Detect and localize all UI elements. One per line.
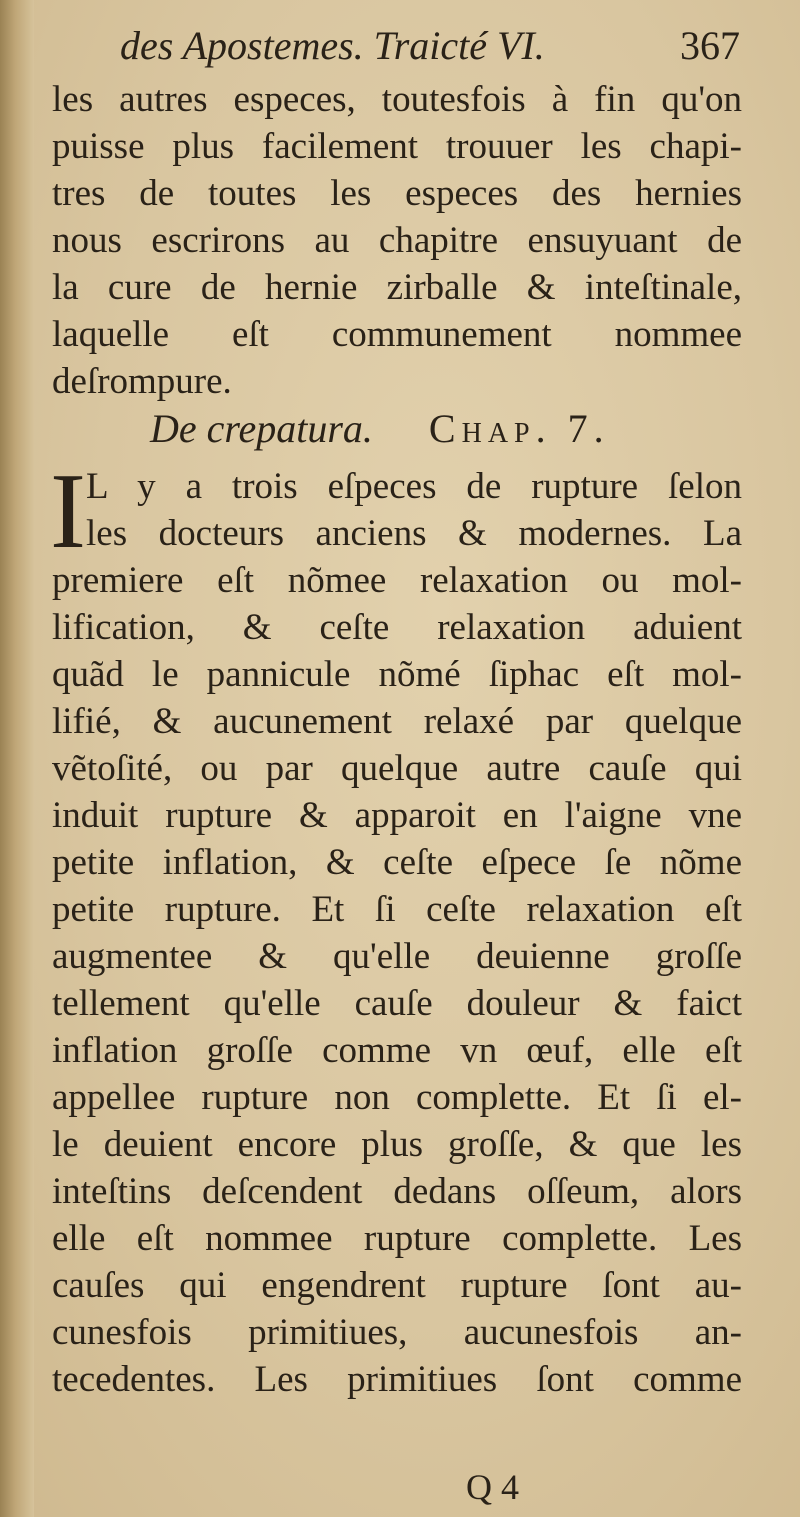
paragraph-1 [52,76,742,405]
page-number: 367 [680,23,740,68]
chapter-title: De crepatura. [150,406,373,451]
text-line: puisse plus facilement trouuer les chapi- [52,126,742,167]
text-line: petite rupture. Et ſi ceſte relaxation eſt [52,889,742,930]
text-line: cunesfois primitiues, aucunesfois an- [52,1312,742,1353]
text-line: elle eſt nommee rupture complette. Les [52,1218,742,1259]
text-line: laquelle eſt communement nommee [52,314,742,355]
chapter-heading [150,405,750,457]
text-line: deſrompure. [52,361,232,402]
text-line: tellement qu'elle cauſe douleur & faict [52,983,742,1024]
chapter-label: Chap. 7. [428,406,610,451]
drop-cap: I [50,452,86,571]
text-line: tres de toutes les especes des hernies [52,173,742,214]
text-line: petite inflation, & ceſte eſpece ſe nõme [52,842,742,883]
text-line: le deuient encore plus groſſe, & que les [52,1124,742,1165]
text-line: appellee rupture non complette. Et ſi el- [52,1077,742,1118]
text-line: les autres especes, toutesfois à fin qu'on [52,79,742,120]
text-line: les docteurs anciens & modernes. La [86,513,742,554]
paragraph-2 [52,557,742,1403]
text-line: la cure de hernie zirballe & inteſtinale, [52,267,742,308]
text-line: L y a trois eſpeces de rupture ſelon [86,466,742,507]
text-line: inteſtins deſcendent dedans oſſeum, alors [52,1171,742,1212]
text-line: cauſes qui engendrent rupture ſont au- [52,1265,742,1306]
text-line: nous escrirons au chapitre ensuyuant de [52,220,742,261]
text-line: vẽtoſité, ou par quelque autre cauſe qui [52,748,742,789]
text-line: inflation groſſe comme vn œuf, elle eſt [52,1030,742,1071]
text-line: tecedentes. Les primitiues ſont comme [52,1359,742,1400]
text-line: augmentee & qu'elle deuienne groſſe [52,936,742,977]
text-line: lifié, & aucunement relaxé par quelque [52,701,742,742]
paragraph-2-opening [86,463,742,557]
text-line: quãd le pannicule nõmé ſiphac eſt mol- [52,654,742,695]
text-line: premiere eſt nõmee relaxation ou mol- [52,560,742,601]
text-line: lification, & ceſte relaxation aduient [52,607,742,648]
running-head-title: des Apostemes. Traicté VI. [120,23,545,68]
page-gutter-shadow [0,0,34,1517]
running-head [120,22,740,72]
text-line: induit rupture & apparoit en l'aigne vne [52,795,742,836]
signature-mark: Q 4 [466,1467,519,1507]
